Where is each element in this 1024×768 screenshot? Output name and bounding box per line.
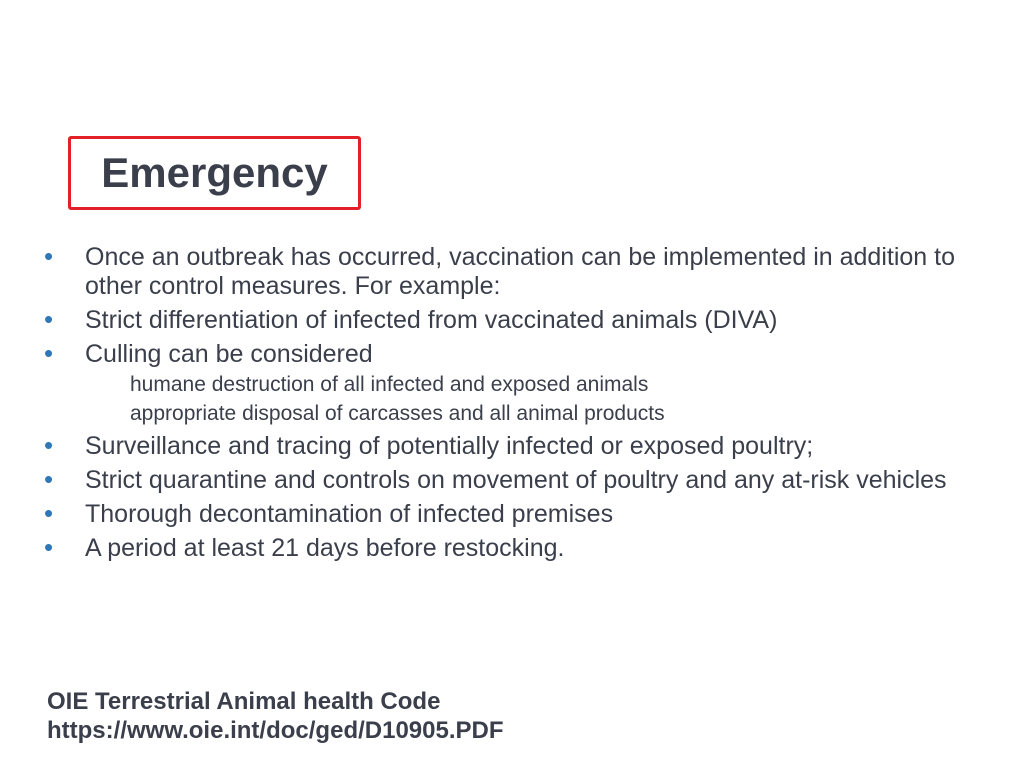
bullet-icon: • (44, 430, 54, 460)
bullet-item (44, 432, 984, 461)
source-link[interactable]: https://www.oie.int/doc/ged/D10905.PDF (47, 717, 504, 744)
bullet-icon: • (44, 338, 54, 368)
bullet-text: Surveillance and tracing of potentially infected or exposed poultry; (85, 432, 814, 460)
sub-list (44, 370, 984, 428)
sub-item: humane destruction of all infected and exposed animals (130, 373, 649, 396)
bullet-icon: • (44, 241, 54, 271)
bullet-item (44, 306, 984, 335)
source-name: OIE Terrestrial Animal health Code (47, 688, 441, 715)
bullet-text: Culling can be considered (85, 340, 373, 368)
bullet-text: Strict quarantine and controls on movement of poultry and any at-risk vehicles (85, 466, 947, 494)
bullet-icon: • (44, 532, 54, 562)
bullet-text: Once an outbreak has occurred, vaccination can be implemented in addition to other control measures. For example: (85, 243, 955, 300)
title-box (68, 136, 361, 210)
slide-title: Emergency (101, 149, 328, 196)
bullet-text: Strict differentiation of infected from vaccinated animals (DIVA) (85, 306, 778, 334)
bullet-icon: • (44, 304, 54, 334)
bullet-list (44, 243, 984, 568)
sub-item: appropriate disposal of carcasses and all animal products (130, 402, 665, 425)
bullet-item (44, 340, 984, 369)
bullet-text: Thorough decontamination of infected premises (85, 500, 614, 528)
source-citation (47, 687, 504, 745)
bullet-icon: • (44, 498, 54, 528)
bullet-item (44, 243, 984, 301)
bullet-icon: • (44, 464, 54, 494)
bullet-item (44, 466, 984, 495)
bullet-item (44, 534, 984, 563)
bullet-text: A period at least 21 days before restocking. (85, 534, 565, 562)
bullet-item (44, 500, 984, 529)
